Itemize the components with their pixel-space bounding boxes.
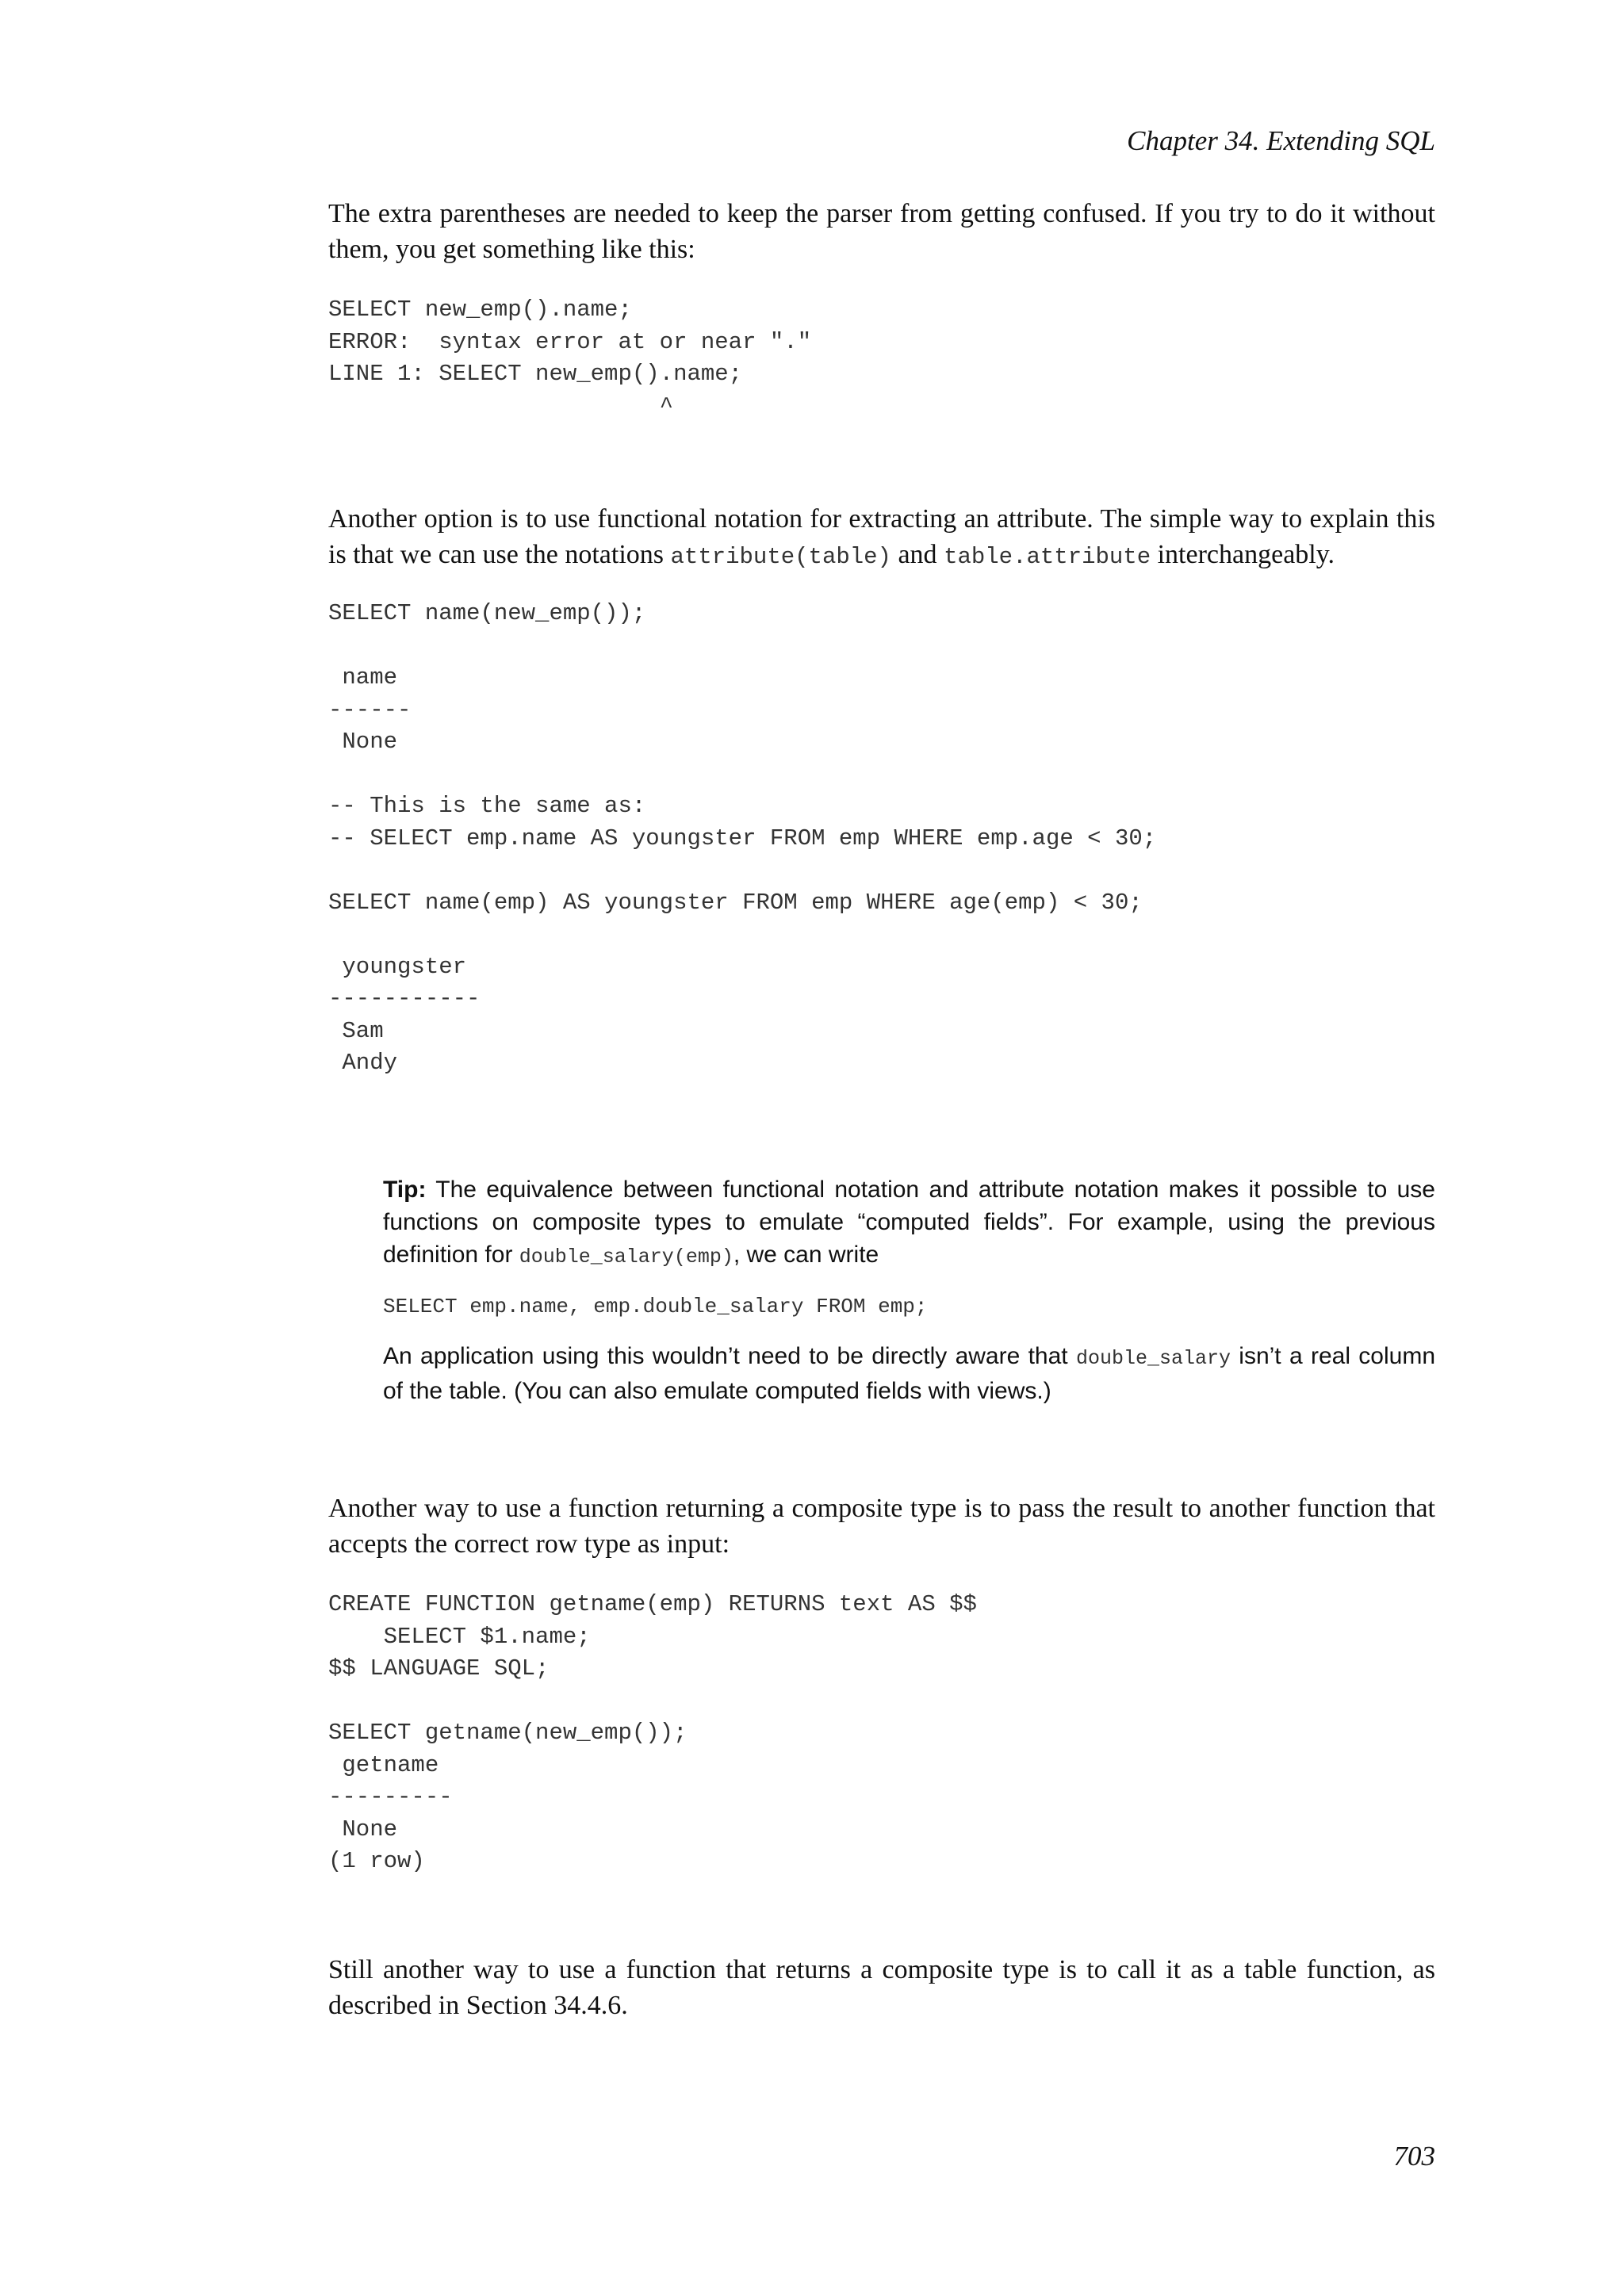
tip-code: SELECT emp.name, emp.double_salary FROM emp; [383, 1295, 928, 1318]
functional-notation-paragraph [328, 501, 1435, 575]
inline-code: double_salary(emp) [519, 1246, 733, 1269]
code-block-error [328, 294, 1435, 423]
running-header: Chapter 34. Extending SQL [1127, 125, 1435, 156]
inline-code: attribute(table) [670, 544, 891, 570]
paragraph-text: The extra parentheses are needed to keep the parser from getting confused. If you try to do it without them, you get something like this: [328, 199, 1435, 264]
tip-box [383, 1173, 1435, 1407]
page-number: 703 [1393, 2141, 1435, 2172]
paragraph-text: and [891, 540, 944, 569]
code-text: SELECT new_emp().name; ERROR: syntax error at or near "." LINE 1: SELECT new_emp().name; ^ [328, 297, 812, 419]
tip-label: Tip: [383, 1177, 427, 1203]
paragraph-text: Another way to use a function returning a composite type is to pass the result to another function that accepts the correct row type as input: [328, 1494, 1435, 1559]
code-text: SELECT name(new_emp()); name ------ None -- This is the same as: -- SELECT emp.name AS youngster FROM emp WHERE emp.age < 30; SELECT name(emp) AS youngster FROM emp WHERE age(emp) < 30; youngster ----------- Sam Andy [328, 600, 1157, 1076]
table-function-paragraph [328, 1952, 1435, 2023]
inline-code: double_salary [1075, 1347, 1231, 1370]
row-type-paragraph [328, 1490, 1435, 1562]
code-text: CREATE FUNCTION getname(emp) RETURNS text AS $$ SELECT $1.name; $$ LANGUAGE SQL; SELECT getname(new_emp()); getname --------- None (1 row) [328, 1591, 977, 1874]
code-block-getname [328, 1589, 1435, 1878]
tip-text: An application using this wouldn’t need to be directly aware that [383, 1343, 1076, 1369]
tip-text: , we can write [733, 1242, 879, 1268]
paragraph-text: Still another way to use a function that returns a composite type is to call it as a table function, as described in Section 34.4.6. [328, 1955, 1435, 2020]
intro-paragraph [328, 196, 1435, 267]
code-block-name-example [328, 598, 1435, 1080]
tip-text: isn’t a real column of the table. (You can also emulate computed fields with views.) [383, 1343, 1436, 1404]
inline-code: table.attribute [944, 544, 1151, 570]
paragraph-text: interchangeably. [1151, 540, 1335, 569]
tip-text: The equivalence between functional notation and attribute notation makes it possible to use functions on composite types to emulate “computed fields”. For example, using the previous definition for [383, 1177, 1435, 1268]
paragraph-text: Another option is to use functional notation for extracting an attribute. The simple way to explain this is that we can use the notations [328, 504, 1435, 569]
